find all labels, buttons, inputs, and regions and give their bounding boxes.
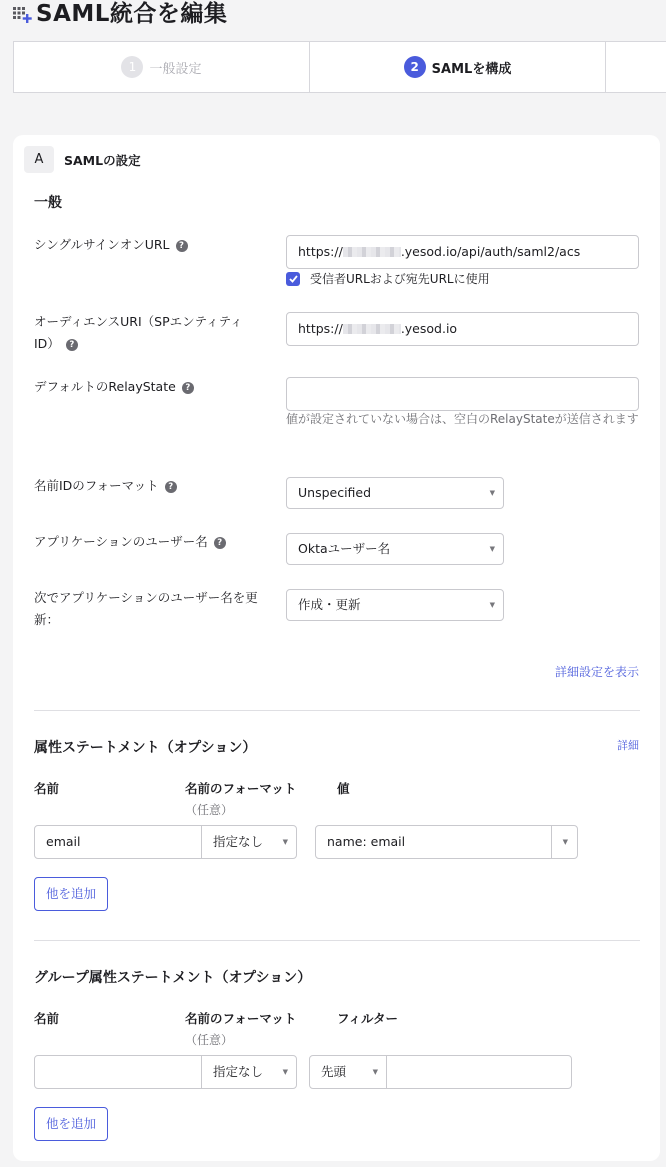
col-name-header: 名前: [34, 781, 60, 796]
dropdown-caret-icon: ▼: [282, 1068, 288, 1076]
add-attribute-button[interactable]: 他を追加: [34, 877, 108, 911]
update-username-select[interactable]: 作成・更新 ▼: [286, 589, 504, 621]
dropdown-caret-icon: ▼: [562, 838, 568, 846]
group-name-input[interactable]: [34, 1055, 202, 1089]
section-title: SAMLの設定: [64, 152, 141, 168]
divider: [34, 710, 640, 711]
dropdown-caret-icon: ▼: [489, 545, 495, 553]
recipient-checkbox-label: 受信者URLおよび宛先URLに使用: [310, 272, 490, 286]
name-id-format-label: 名前IDのフォーマット ?: [34, 475, 266, 497]
section-letter: A: [24, 146, 54, 173]
show-advanced-settings-link[interactable]: 詳細設定を表示: [554, 665, 639, 679]
redacted-text: [343, 324, 401, 334]
col-format-subheader: （任意）: [185, 803, 234, 817]
group-filter-type-select[interactable]: 先頭 ▼: [309, 1055, 387, 1089]
step-label: SAMLを構成: [431, 61, 512, 77]
attribute-value-dropdown[interactable]: [551, 825, 578, 859]
step-next: [606, 42, 666, 92]
redacted-text: [343, 247, 401, 257]
step-general-settings[interactable]: [14, 42, 310, 92]
saml-settings-card: [13, 135, 660, 1161]
col-filter-header: フィルター: [337, 1011, 399, 1026]
dropdown-caret-icon: ▼: [489, 601, 495, 609]
help-icon[interactable]: ?: [165, 481, 177, 493]
col-name-header: 名前: [34, 1011, 60, 1026]
audience-uri-input[interactable]: https:// .yesod.io: [286, 312, 639, 346]
sso-url-label: シングルサインオンURL ?: [34, 234, 266, 256]
update-username-label: 次でアプリケーションのユーザー名を更新：: [34, 590, 258, 627]
divider: [34, 940, 640, 941]
help-icon[interactable]: ?: [176, 240, 188, 252]
attributes-heading: 属性ステートメント（オプション）: [34, 740, 257, 756]
audience-uri-label: オーディエンスURI（SPエンティティID） ?: [34, 314, 243, 351]
page-title: SAML統合を編集: [36, 0, 228, 27]
apps-add-icon: [12, 3, 34, 25]
col-format-header: 名前のフォーマット: [185, 1011, 297, 1026]
help-icon[interactable]: ?: [182, 382, 194, 394]
section-header: [24, 146, 141, 173]
relay-state-label: デフォルトのRelayState ?: [34, 376, 266, 398]
app-username-select[interactable]: Oktaユーザー名 ▼: [286, 533, 504, 565]
add-group-attribute-button[interactable]: 他を追加: [34, 1107, 108, 1141]
group-format-select[interactable]: 指定なし ▼: [201, 1055, 297, 1089]
help-icon[interactable]: ?: [214, 537, 226, 549]
sso-url-input[interactable]: https:// .yesod.io/api/auth/saml2/acs: [286, 235, 639, 269]
step-number: 1: [121, 56, 143, 78]
attributes-details-link[interactable]: 詳細: [617, 739, 639, 752]
app-username-label: アプリケーションのユーザー名 ?: [34, 531, 266, 553]
name-id-format-select[interactable]: Unspecified ▼: [286, 477, 504, 509]
checkbox-checked-icon[interactable]: [286, 272, 300, 286]
group-attributes-heading: グループ属性ステートメント（オプション）: [34, 970, 312, 986]
relay-state-hint: 値が設定されていない場合は、空白のRelayStateが送信されます: [286, 412, 639, 426]
col-value-header: 値: [337, 781, 350, 796]
help-icon[interactable]: ?: [66, 339, 78, 351]
wizard-steps: [13, 41, 666, 93]
page-header: [12, 0, 227, 28]
general-heading: 一般: [34, 195, 62, 211]
attribute-format-select[interactable]: 指定なし ▼: [201, 825, 297, 859]
recipient-checkbox-row[interactable]: [286, 270, 490, 287]
group-filter-value-input[interactable]: [386, 1055, 572, 1089]
attribute-name-input[interactable]: email: [34, 825, 202, 859]
dropdown-caret-icon: ▼: [372, 1068, 378, 1076]
relay-state-input[interactable]: [286, 377, 639, 411]
step-configure-saml[interactable]: [310, 42, 606, 92]
step-number: 2: [404, 56, 426, 78]
attribute-value-input[interactable]: name: email: [315, 825, 552, 859]
col-format-header: 名前のフォーマット: [185, 781, 297, 796]
dropdown-caret-icon: ▼: [489, 489, 495, 497]
dropdown-caret-icon: ▼: [282, 838, 288, 846]
step-label: 一般設定: [149, 61, 202, 77]
col-format-subheader: （任意）: [185, 1033, 234, 1047]
